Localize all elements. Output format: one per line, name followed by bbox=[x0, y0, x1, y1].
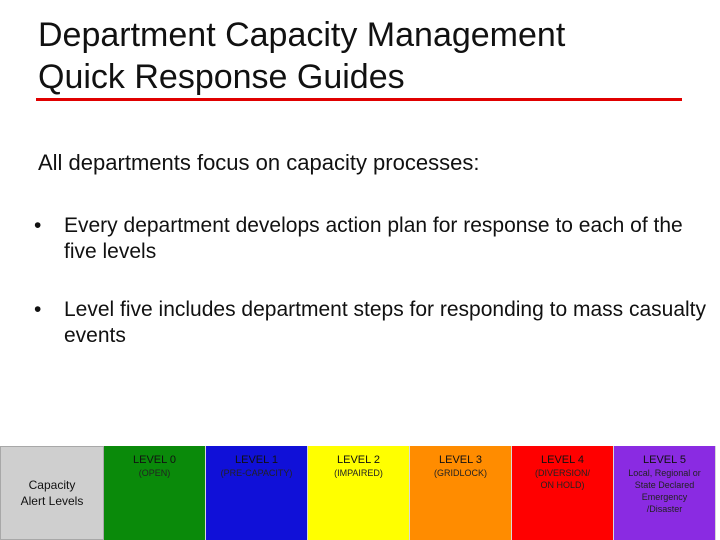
title-underline bbox=[36, 98, 682, 101]
level-name: LEVEL 5 bbox=[642, 454, 686, 466]
bullet-text: Every department develops action plan for response to each of the five levels bbox=[64, 214, 683, 263]
level-desc: (IMPAIRED) bbox=[334, 468, 383, 478]
slide-subtitle: All departments focus on capacity processes: bbox=[38, 150, 480, 175]
level-2-cell bbox=[308, 446, 410, 540]
bullet-item bbox=[34, 213, 714, 265]
bullet-icon: • bbox=[34, 214, 42, 237]
capacity-levels-table bbox=[0, 446, 720, 540]
level-5-cell bbox=[614, 446, 716, 540]
row-label-cell bbox=[0, 446, 104, 540]
level-desc: (GRIDLOCK) bbox=[433, 468, 487, 478]
level-name: LEVEL 4 bbox=[540, 454, 584, 466]
level-name: LEVEL 3 bbox=[438, 454, 482, 466]
bullet-icon: • bbox=[34, 298, 42, 321]
level-name: LEVEL 1 bbox=[234, 454, 278, 466]
level-1-cell bbox=[206, 446, 308, 540]
level-name: LEVEL 0 bbox=[132, 454, 176, 466]
level-3-cell bbox=[410, 446, 512, 540]
bullet-text: Level five includes department steps for responding to mass casualty events bbox=[64, 298, 707, 347]
level-desc: Local, Regional or State Declared Emergency /Disaster bbox=[628, 468, 701, 514]
level-desc: (PRE-CAPACITY) bbox=[220, 468, 293, 478]
level-4-cell bbox=[512, 446, 614, 540]
level-desc: (DIVERSION/ ON HOLD) bbox=[534, 468, 590, 490]
row-label: Capacity Alert Levels bbox=[20, 478, 84, 508]
level-name: LEVEL 2 bbox=[336, 454, 380, 466]
bullet-item bbox=[34, 297, 714, 349]
level-0-cell bbox=[104, 446, 206, 540]
level-desc: (OPEN) bbox=[138, 468, 171, 478]
slide-title: Department Capacity Management Quick Response Guides bbox=[38, 16, 566, 96]
